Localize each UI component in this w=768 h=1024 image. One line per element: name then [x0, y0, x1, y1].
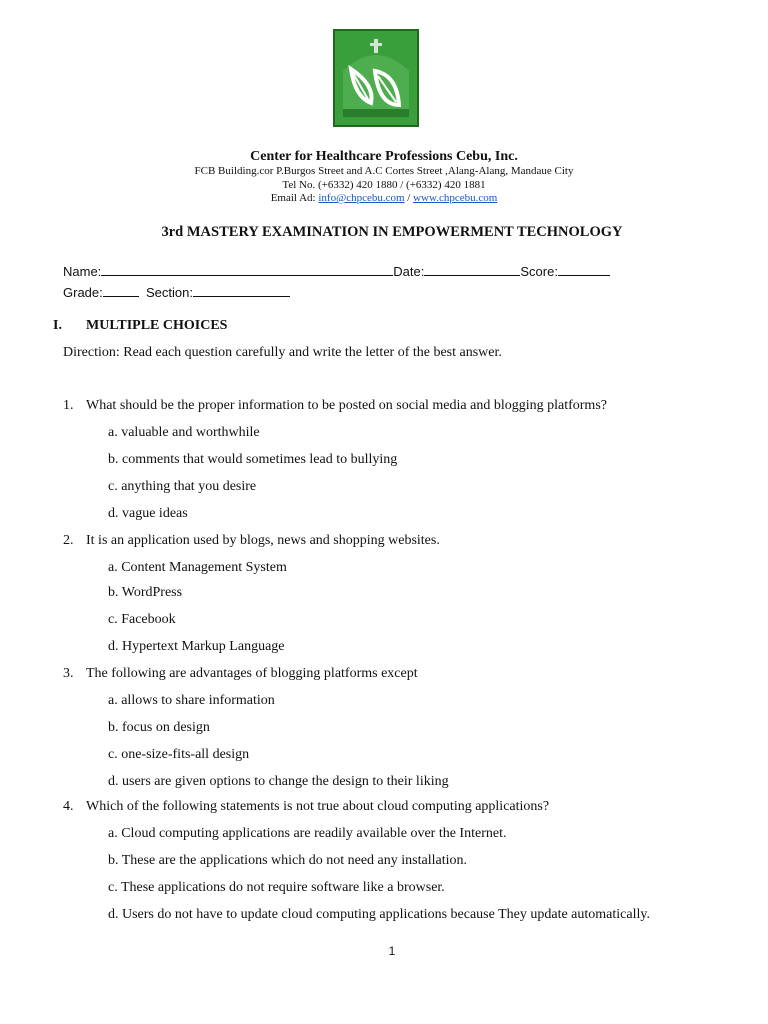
- option: d. Hypertext Markup Language: [108, 639, 285, 654]
- grade-blank[interactable]: [103, 283, 139, 297]
- option: d. users are given options to change the design to their liking: [108, 774, 449, 789]
- option: d. Users do not have to update cloud computing applications because They update automatically.: [108, 907, 650, 922]
- grade-label: Grade:: [63, 285, 103, 300]
- option: d. vague ideas: [108, 506, 188, 521]
- score-label: Score:: [520, 264, 558, 279]
- section-heading: [53, 318, 227, 334]
- date-blank[interactable]: [424, 262, 520, 276]
- option: b. WordPress: [108, 585, 183, 600]
- leaves-logo-icon: [333, 29, 419, 127]
- question-2: [63, 533, 440, 549]
- option: c. anything that you desire: [108, 479, 257, 494]
- option: b. These are the applications which do not need any installation.: [108, 853, 467, 868]
- grade-section-row: [63, 283, 290, 300]
- question-1: [63, 398, 607, 414]
- email-prefix: Email Ad:: [270, 192, 319, 204]
- org-header: [0, 148, 768, 206]
- question-4: [63, 799, 549, 815]
- section-title: MULTIPLE CHOICES: [86, 318, 228, 333]
- option: a. allows to share information: [108, 693, 275, 708]
- name-date-score-row: [63, 262, 610, 279]
- option: a. Cloud computing applications are readily available over the Internet.: [108, 826, 507, 841]
- option: c. These applications do not require software like a browser.: [108, 880, 445, 895]
- option: c. one-size-fits-all design: [108, 747, 250, 762]
- question-number: 2.: [63, 533, 74, 548]
- option: b. comments that would sometimes lead to bullying: [108, 452, 398, 467]
- org-address: FCB Building.cor P.Burgos Street and A.C Cortes Street ,Alang-Alang, Mandaue City: [194, 165, 574, 177]
- page-number: 1: [388, 944, 396, 958]
- name-blank[interactable]: [101, 262, 393, 276]
- question-number: 3.: [63, 666, 74, 681]
- org-tel: Tel No. (+6332) 420 1880 / (+6332) 420 1881: [282, 178, 486, 191]
- date-label: Date:: [393, 264, 425, 279]
- question-number: 4.: [63, 799, 74, 814]
- section-number: I.: [53, 318, 62, 333]
- section-label: Section:: [145, 285, 193, 300]
- website-link[interactable]: www.chpcebu.com: [413, 192, 498, 204]
- email-link[interactable]: info@chpcebu.com: [318, 192, 405, 204]
- question-text: Which of the following statements is not true about cloud computing applications?: [86, 799, 550, 814]
- question-3: [63, 666, 418, 682]
- link-separator: /: [404, 192, 414, 204]
- option: b. focus on design: [108, 720, 210, 735]
- org-name: Center for Healthcare Professions Cebu, Inc.: [250, 149, 518, 164]
- exam-title: 3rd MASTERY EXAMINATION IN EMPOWERMENT TECHNOLOGY: [161, 224, 623, 240]
- name-label: Name:: [63, 264, 102, 279]
- option: c. Facebook: [108, 612, 176, 627]
- direction-text: Direction: Read each question carefully and write the letter of the best answer.: [63, 345, 502, 360]
- question-text: What should be the proper information to be posted on social media and blogging platforms?: [86, 398, 607, 413]
- question-text: It is an application used by blogs, news and shopping websites.: [86, 533, 440, 548]
- question-text: The following are advantages of blogging platforms except: [86, 666, 418, 681]
- org-email-line: [0, 192, 768, 206]
- section-blank[interactable]: [193, 283, 290, 297]
- score-blank[interactable]: [558, 262, 610, 276]
- question-number: 1.: [63, 398, 74, 413]
- option: a. valuable and worthwhile: [108, 425, 260, 440]
- option: a. Content Management System: [108, 560, 287, 575]
